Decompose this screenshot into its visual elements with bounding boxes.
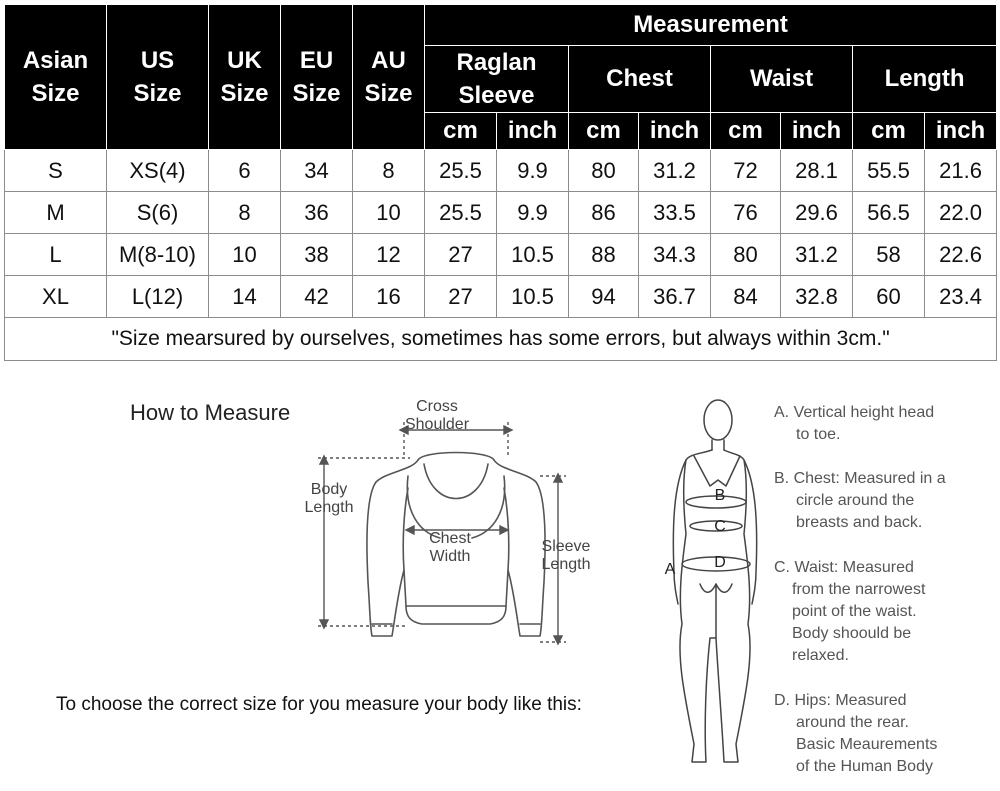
table-cell: 22.6 — [925, 234, 997, 276]
table-cell: 58 — [853, 234, 925, 276]
header-length: Length — [853, 46, 997, 113]
table-cell: 33.5 — [639, 192, 711, 234]
table-cell: 22.0 — [925, 192, 997, 234]
table-cell: 38 — [281, 234, 353, 276]
table-cell: 72 — [711, 150, 781, 192]
unit-inch: inch — [497, 113, 569, 150]
hint-waist: C. Waist: Measured from the narrowest point of the waist. Body shoould be relaxed. — [774, 559, 926, 664]
hint-height: A. Vertical height head to toe. — [774, 404, 935, 443]
table-cell: M — [5, 192, 107, 234]
body-label-a: A — [664, 561, 676, 578]
how-to-measure-title: How to Measure — [130, 400, 291, 425]
table-cell: 27 — [425, 276, 497, 318]
table-cell: 10.5 — [497, 276, 569, 318]
body-label-b: B — [714, 487, 726, 504]
table-cell: 21.6 — [925, 150, 997, 192]
unit-cm: cm — [569, 113, 639, 150]
table-cell: 36 — [281, 192, 353, 234]
table-cell: 31.2 — [781, 234, 853, 276]
sleeve-length-label: Sleeve Length — [541, 538, 591, 573]
header-au-size: AU Size — [353, 5, 425, 150]
table-cell: 84 — [711, 276, 781, 318]
table-cell: 34 — [281, 150, 353, 192]
cross-shoulder-label: Cross Shoulder — [404, 398, 470, 433]
unit-cm: cm — [711, 113, 781, 150]
table-cell: 10.5 — [497, 234, 569, 276]
header-measurement: Measurement — [425, 5, 997, 46]
table-cell: 28.1 — [781, 150, 853, 192]
table-cell: L — [5, 234, 107, 276]
body-figure-diagram — [660, 394, 770, 786]
body-length-label: Body Length — [304, 481, 354, 516]
table-row — [5, 234, 997, 276]
unit-inch: inch — [639, 113, 711, 150]
table-cell: 56.5 — [853, 192, 925, 234]
table-cell: 23.4 — [925, 276, 997, 318]
table-cell: 8 — [209, 192, 281, 234]
table-row — [5, 150, 997, 192]
measurement-note: "Size mearsured by ourselves, sometimes has some errors, but always within 3cm." — [5, 318, 997, 361]
table-cell: 86 — [569, 192, 639, 234]
chest-width-label: Chest Width — [429, 530, 471, 565]
header-us-size: US Size — [107, 5, 209, 150]
table-cell: 34.3 — [639, 234, 711, 276]
table-cell: 25.5 — [425, 192, 497, 234]
table-cell: 9.9 — [497, 192, 569, 234]
size-chart-table — [4, 4, 997, 361]
table-cell: S(6) — [107, 192, 209, 234]
table-cell: L(12) — [107, 276, 209, 318]
header-waist: Waist — [711, 46, 853, 113]
body-label-c: C — [714, 518, 726, 535]
table-cell: M(8-10) — [107, 234, 209, 276]
table-cell: 12 — [353, 234, 425, 276]
table-cell: XS(4) — [107, 150, 209, 192]
table-cell: 10 — [209, 234, 281, 276]
table-cell: 27 — [425, 234, 497, 276]
table-cell: 31.2 — [639, 150, 711, 192]
table-cell: 25.5 — [425, 150, 497, 192]
size-rows — [5, 150, 997, 318]
table-cell: 36.7 — [639, 276, 711, 318]
table-cell: 42 — [281, 276, 353, 318]
header-raglan-sleeve: Raglan Sleeve — [425, 46, 569, 113]
table-cell: 10 — [353, 192, 425, 234]
table-cell: 94 — [569, 276, 639, 318]
table-cell: 16 — [353, 276, 425, 318]
table-row — [5, 192, 997, 234]
table-cell: 55.5 — [853, 150, 925, 192]
table-cell: 8 — [353, 150, 425, 192]
table-cell: 9.9 — [497, 150, 569, 192]
hint-hips: D. Hips: Measured around the rear. Basic Meaurements of the Human Body — [774, 692, 938, 775]
table-cell: 80 — [711, 234, 781, 276]
unit-inch: inch — [781, 113, 853, 150]
table-cell: S — [5, 150, 107, 192]
table-row — [5, 276, 997, 318]
body-label-d: D — [714, 554, 726, 571]
table-cell: 6 — [209, 150, 281, 192]
header-eu-size: EU Size — [281, 5, 353, 150]
unit-cm: cm — [425, 113, 497, 150]
table-cell: 60 — [853, 276, 925, 318]
table-cell: 32.8 — [781, 276, 853, 318]
table-cell: 80 — [569, 150, 639, 192]
unit-cm: cm — [853, 113, 925, 150]
header-asian-size: Asian Size — [5, 5, 107, 150]
hint-chest: B. Chest: Measured in a circle around the breasts and back. — [774, 470, 946, 531]
unit-inch: inch — [925, 113, 997, 150]
header-chest: Chest — [569, 46, 711, 113]
table-cell: 76 — [711, 192, 781, 234]
table-cell: XL — [5, 276, 107, 318]
table-cell: 14 — [209, 276, 281, 318]
table-cell: 88 — [569, 234, 639, 276]
choose-size-instruction: To choose the correct size for you measure your body like this: — [56, 694, 582, 715]
table-cell: 29.6 — [781, 192, 853, 234]
header-uk-size: UK Size — [209, 5, 281, 150]
